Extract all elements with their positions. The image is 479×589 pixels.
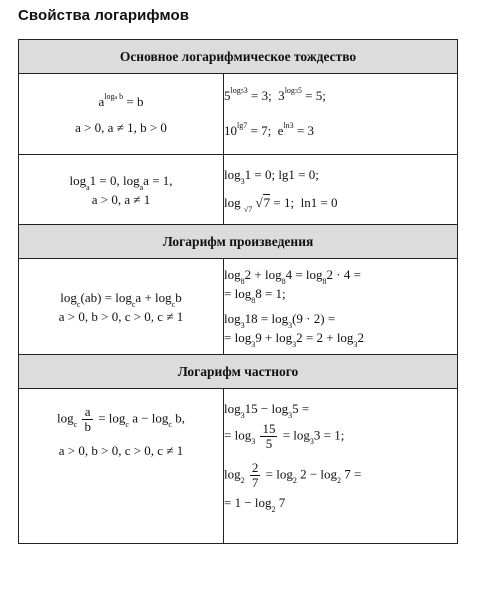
example-line: = $\log_39 + \log_32 = 2 + \log_32$ [224,329,364,349]
example-line: = $\log_3$ $\frac{15}{5}$ = $\log_33 = 1$; [224,421,345,451]
condition-line: a > 0, a ≠ 1, b > 0 [75,119,167,135]
example-line: = $\log_88 = 1$; [224,285,286,305]
example-line: $\log_31 = 0$; lg1 = 0; [224,167,319,186]
table-row [19,389,458,544]
section-header-product: Логарифм произведения [19,225,458,259]
example-line: log $_{√7}$ √7 = 1; ln1 = 0 [224,195,338,214]
example-cell [224,155,458,225]
formula-line: $\log_a1 = 0$, $\log_aa = 1$, [69,172,173,192]
page-title: Свойства логарифмов [18,7,190,24]
table-row [19,74,458,155]
condition-line: a > 0, b > 0, c > 0, c ≠ 1 [58,308,184,324]
example-line: $5^{log53} = 3$; $3^{log35} = 5$; [224,86,326,103]
properties-table [18,39,458,544]
example-line: $\log_82 + \log_84 = \log_82 \cdot 4$ = [224,266,361,286]
formula-line: $a^{loga b} = b$ [98,91,144,109]
example-line: = $1 - \log_2 7$ [224,495,286,514]
example-line: $\log_315 - \log_35$ = [224,401,310,420]
section-header-identity: Основное логарифмическое тождество [19,40,458,74]
formula-cell [19,259,224,355]
example-line: $10^{lg7} = 7$; $e^{ln3} = 3$ [224,121,315,138]
formula-cell [19,389,224,544]
example-cell [224,74,458,155]
formula-cell [19,74,224,155]
example-cell [224,389,458,544]
formula-line: $\log_c(ab) = \log_ca + \log_cb$ [60,289,182,309]
table-row [19,259,458,355]
condition-line: a > 0, b > 0, c > 0, c ≠ 1 [58,443,184,458]
formula-line: $\log_c$ $\frac{a}{b}$ = $\log_c a - \log_c b$, [57,404,185,434]
table-row [19,155,458,225]
formula-cell [19,155,224,225]
example-line: $\log_2$ $\frac{2}{7}$ = $\log_2 2 - \log_2 7$ = [224,460,362,490]
section-header-quotient: Логарифм частного [19,355,458,389]
condition-line: a > 0, a ≠ 1 [91,191,151,207]
example-cell [224,259,458,355]
example-line: $\log_318 = \log_3(9 \cdot 2)$ = [224,310,336,330]
